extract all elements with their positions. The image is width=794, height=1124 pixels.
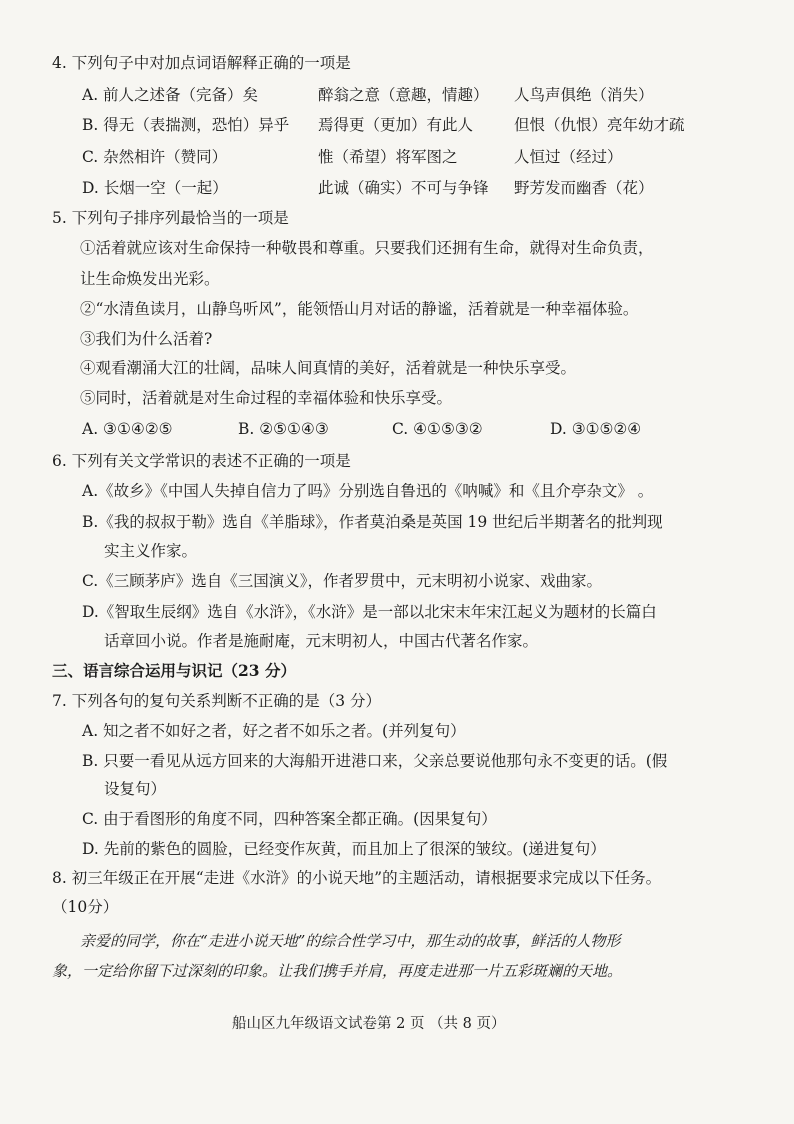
q6-option-b-2: 实主义作家。 (104, 542, 198, 560)
q4-option-c-1: C. 杂然相许（赞同） (82, 148, 228, 166)
q7-option-c: C. 由于看图形的角度不同，四种答案全都正确。(因果复句） (82, 810, 497, 828)
q5-option-a: A. ③①④②⑤ (82, 420, 173, 438)
q7-option-a: A. 知之者不如好之者，好之者不如乐之者。(并列复句） (82, 722, 466, 740)
page-footer: 船山区九年级语文试卷第 2 页 （共 8 页） (232, 1016, 506, 1032)
q4-option-b-1: B. 得无（表揣测，恐怕）异乎 (82, 116, 290, 134)
q4-option-c-3: 人恒过（经过） (514, 148, 623, 166)
q4-option-d-2: 此诚（确实）不可与争锋 (318, 179, 489, 197)
q6-option-b-1: B.《我的叔叔于勒》选自《羊脂球》，作者莫泊桑是英国 19 世纪后半期著名的批判现 (82, 513, 663, 531)
q7-stem: 7. 下列各句的复句关系判断不正确的是（3 分） (52, 692, 382, 710)
q4-option-a-2: 醉翁之意（意趣，情趣） (318, 86, 489, 104)
q7-option-b-1: B. 只要一看见从远方回来的大海船开进港口来，父亲总要说他那句永不变更的话。(假 (82, 752, 668, 770)
q5-option-d: D. ③①⑤②④ (550, 420, 642, 438)
q4-option-d-1: D. 长烟一空（一起） (82, 179, 228, 197)
q6-option-d-2: 话章回小说。作者是施耐庵，元末明初人，中国古代著名作家。 (104, 632, 539, 650)
q4-option-a-3: 人鸟声俱绝（消失） (514, 86, 654, 104)
section-heading: 三、语言综合运用与识记（23 分） (52, 661, 296, 680)
q5-sentence-1a: ①活着就应该对生命保持一种敬畏和尊重。只要我们还拥有生命，就得对生命负责， (80, 239, 654, 257)
q4-option-d-3: 野芳发而幽香（花） (514, 179, 654, 197)
q4-option-b-2: 焉得更（更加）有此人 (318, 116, 474, 134)
q4-option-b-3: 但恨（仇恨）亮年幼才疏 (514, 116, 685, 134)
q4-option-c-2: 惟（希望）将军图之 (318, 148, 458, 166)
q7-option-b-2: 设复句） (104, 780, 167, 798)
q6-option-d-1: D.《智取生辰纲》选自《水浒》，《水浒》是一部以北宋末年宋江起义为题材的长篇白 (82, 603, 657, 621)
q5-sentence-2: ②“水清鱼读月，山静鸟听风”，能领悟山月对话的静谧，活着就是一种幸福体验。 (80, 300, 639, 318)
q8-passage-2: 象，一定给你留下过深刻的印象。让我们携手并肩，再度走进那一片五彩斑斓的天地。 (52, 962, 623, 980)
q5-sentence-5: ⑤同时，活着就是对生命过程的幸福体验和快乐享受。 (80, 389, 453, 407)
q8-stem-2: （10分） (52, 898, 119, 916)
q6-option-c: C.《三顾茅庐》选自《三国演义》，作者罗贯中，元末明初小说家、戏曲家。 (82, 572, 602, 590)
q5-option-b: B. ②⑤①④③ (238, 420, 329, 438)
q5-sentence-4: ④观看潮涌大江的壮阔，品味人间真情的美好，活着就是一种快乐享受。 (80, 359, 577, 377)
q5-sentence-3: ③我们为什么活着? (80, 330, 213, 348)
q4-stem: 4. 下列句子中对加点词语解释正确的一项是 (52, 54, 351, 72)
q6-stem: 6. 下列有关文学常识的表述不正确的一项是 (52, 452, 351, 470)
q7-option-d: D. 先前的紫色的圆脸，已经变作灰黄，而且加上了很深的皱纹。(递进复句） (82, 840, 606, 858)
q4-option-a-1: A. 前人之述备（完备）矣 (82, 86, 259, 104)
q5-sentence-1b: 让生命焕发出光彩。 (80, 270, 220, 288)
q5-option-c: C. ④①⑤③② (392, 420, 483, 438)
q5-stem: 5. 下列句子排序列最恰当的一项是 (52, 209, 289, 227)
q8-stem-1: 8. 初三年级正在开展“走进《水浒》的小说天地”的主题活动，请根据要求完成以下任务。 (52, 869, 662, 887)
q8-passage-1: 亲爱的同学，你在“走进小说天地”的综合性学习中，那生动的故事，鲜活的人物形 (80, 932, 621, 950)
q6-option-a: A.《故乡》《中国人失掉自信力了吗》分别选自鲁迅的《呐喊》和《且介亭杂文》 。 (82, 482, 654, 500)
